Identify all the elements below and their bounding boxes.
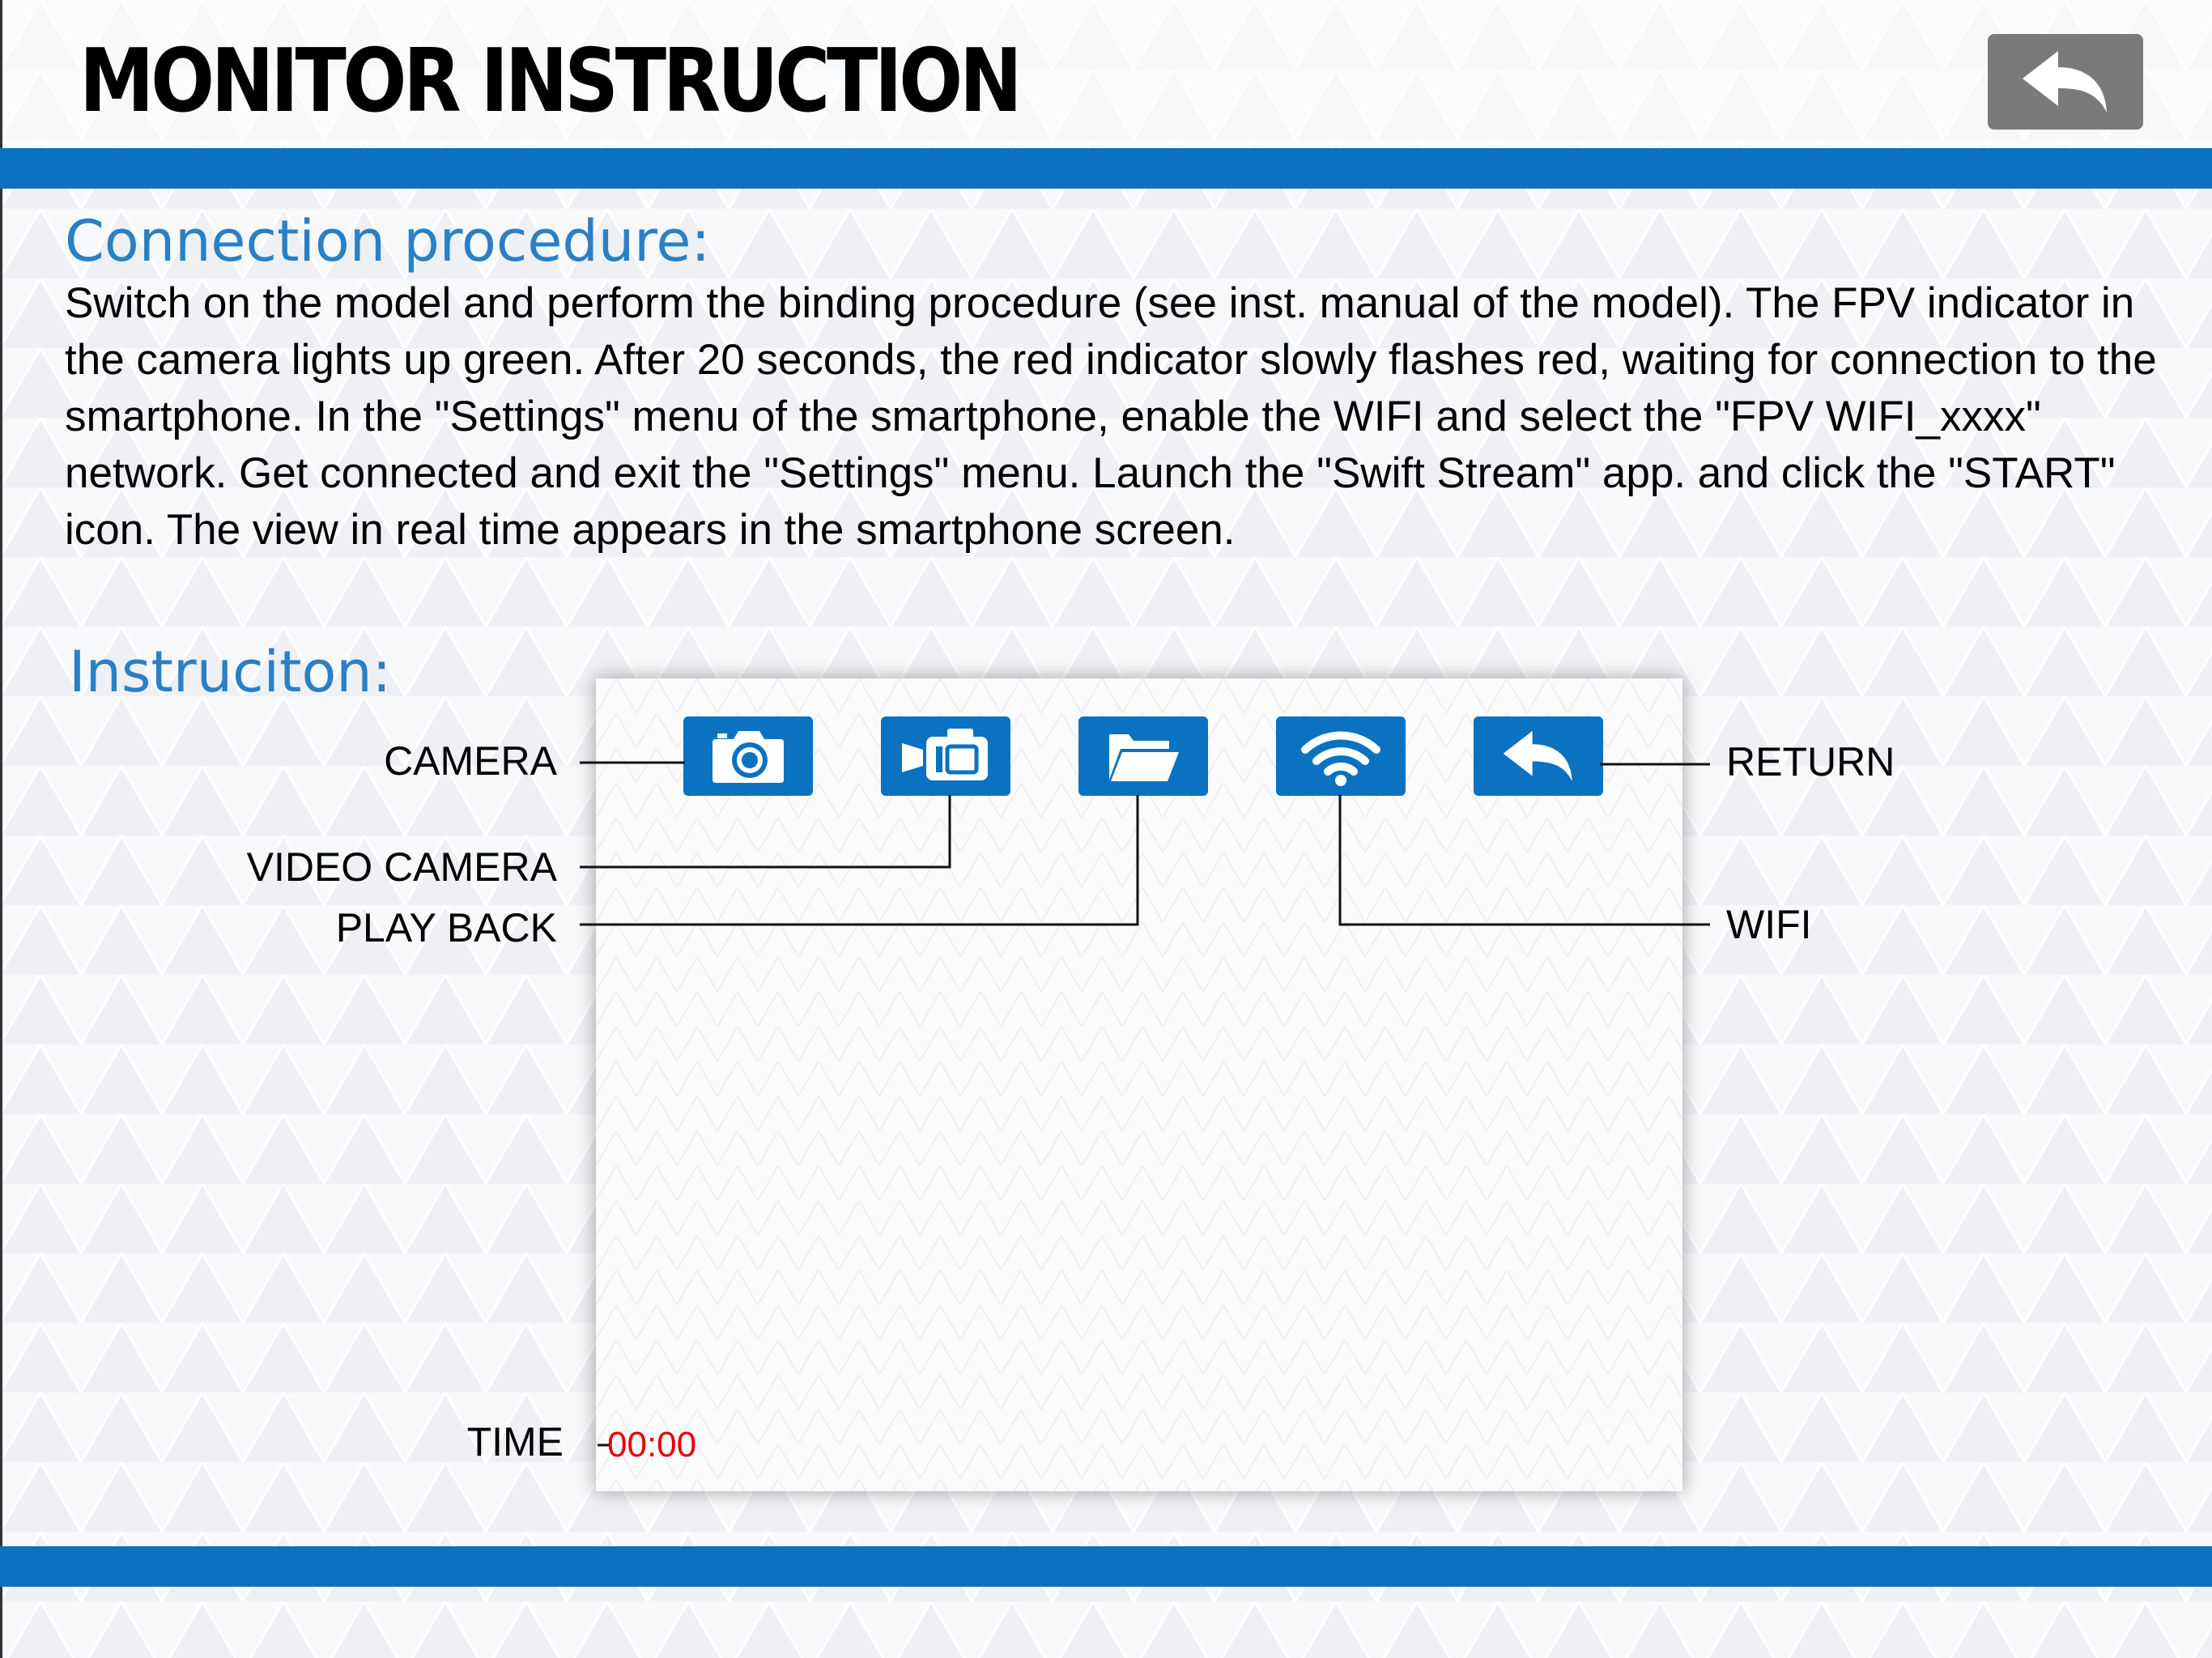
instruction-heading: Instruciton: (69, 639, 392, 705)
camera-icon (709, 726, 787, 786)
return-arrow-icon (2021, 48, 2110, 116)
page-title: MONITOR INSTRUCTION (79, 31, 1019, 132)
recording-timer: 00:00 (607, 1425, 697, 1465)
return-button[interactable] (1474, 716, 1603, 796)
app-screen-mockup (596, 678, 1682, 1491)
folder-icon (1104, 726, 1182, 786)
video-camera-label: VIDEO CAMERA (246, 844, 557, 890)
connection-text: Switch on the model and perform the binding procedure (see inst. manual of the model). The FPV indicator in the camera lights up green. After 20 seconds, the red indicator slowly flashes red, waiting for connection to the smartphone. In the "Settings" menu of the smartphone, enable the WIFI and select the "FPV WIFI_xxxx" network. Get connected and exit the "Settings" menu. Launch the "Swift Stream" app. and click the "START" icon. The view in real time appears in the smartphone screen. (65, 279, 2157, 554)
connection-heading: Connection procedure: (65, 208, 711, 274)
top-accent-band (0, 148, 2212, 189)
video-camera-icon (899, 725, 993, 787)
play-back-label: PLAY BACK (335, 905, 557, 950)
camera-button[interactable] (683, 716, 813, 796)
wifi-button[interactable] (1276, 716, 1406, 796)
return-label: RETURN (1726, 739, 1895, 784)
bottom-accent-band (0, 1546, 2212, 1587)
play-back-button[interactable] (1078, 716, 1208, 796)
time-label: TIME (466, 1419, 564, 1465)
return-arrow-icon (1502, 728, 1575, 784)
wifi-icon (1299, 725, 1383, 787)
video-camera-button[interactable] (881, 716, 1010, 796)
wifi-label: WIFI (1726, 902, 1812, 947)
back-button[interactable] (1988, 34, 2143, 130)
camera-label: CAMERA (384, 738, 557, 784)
